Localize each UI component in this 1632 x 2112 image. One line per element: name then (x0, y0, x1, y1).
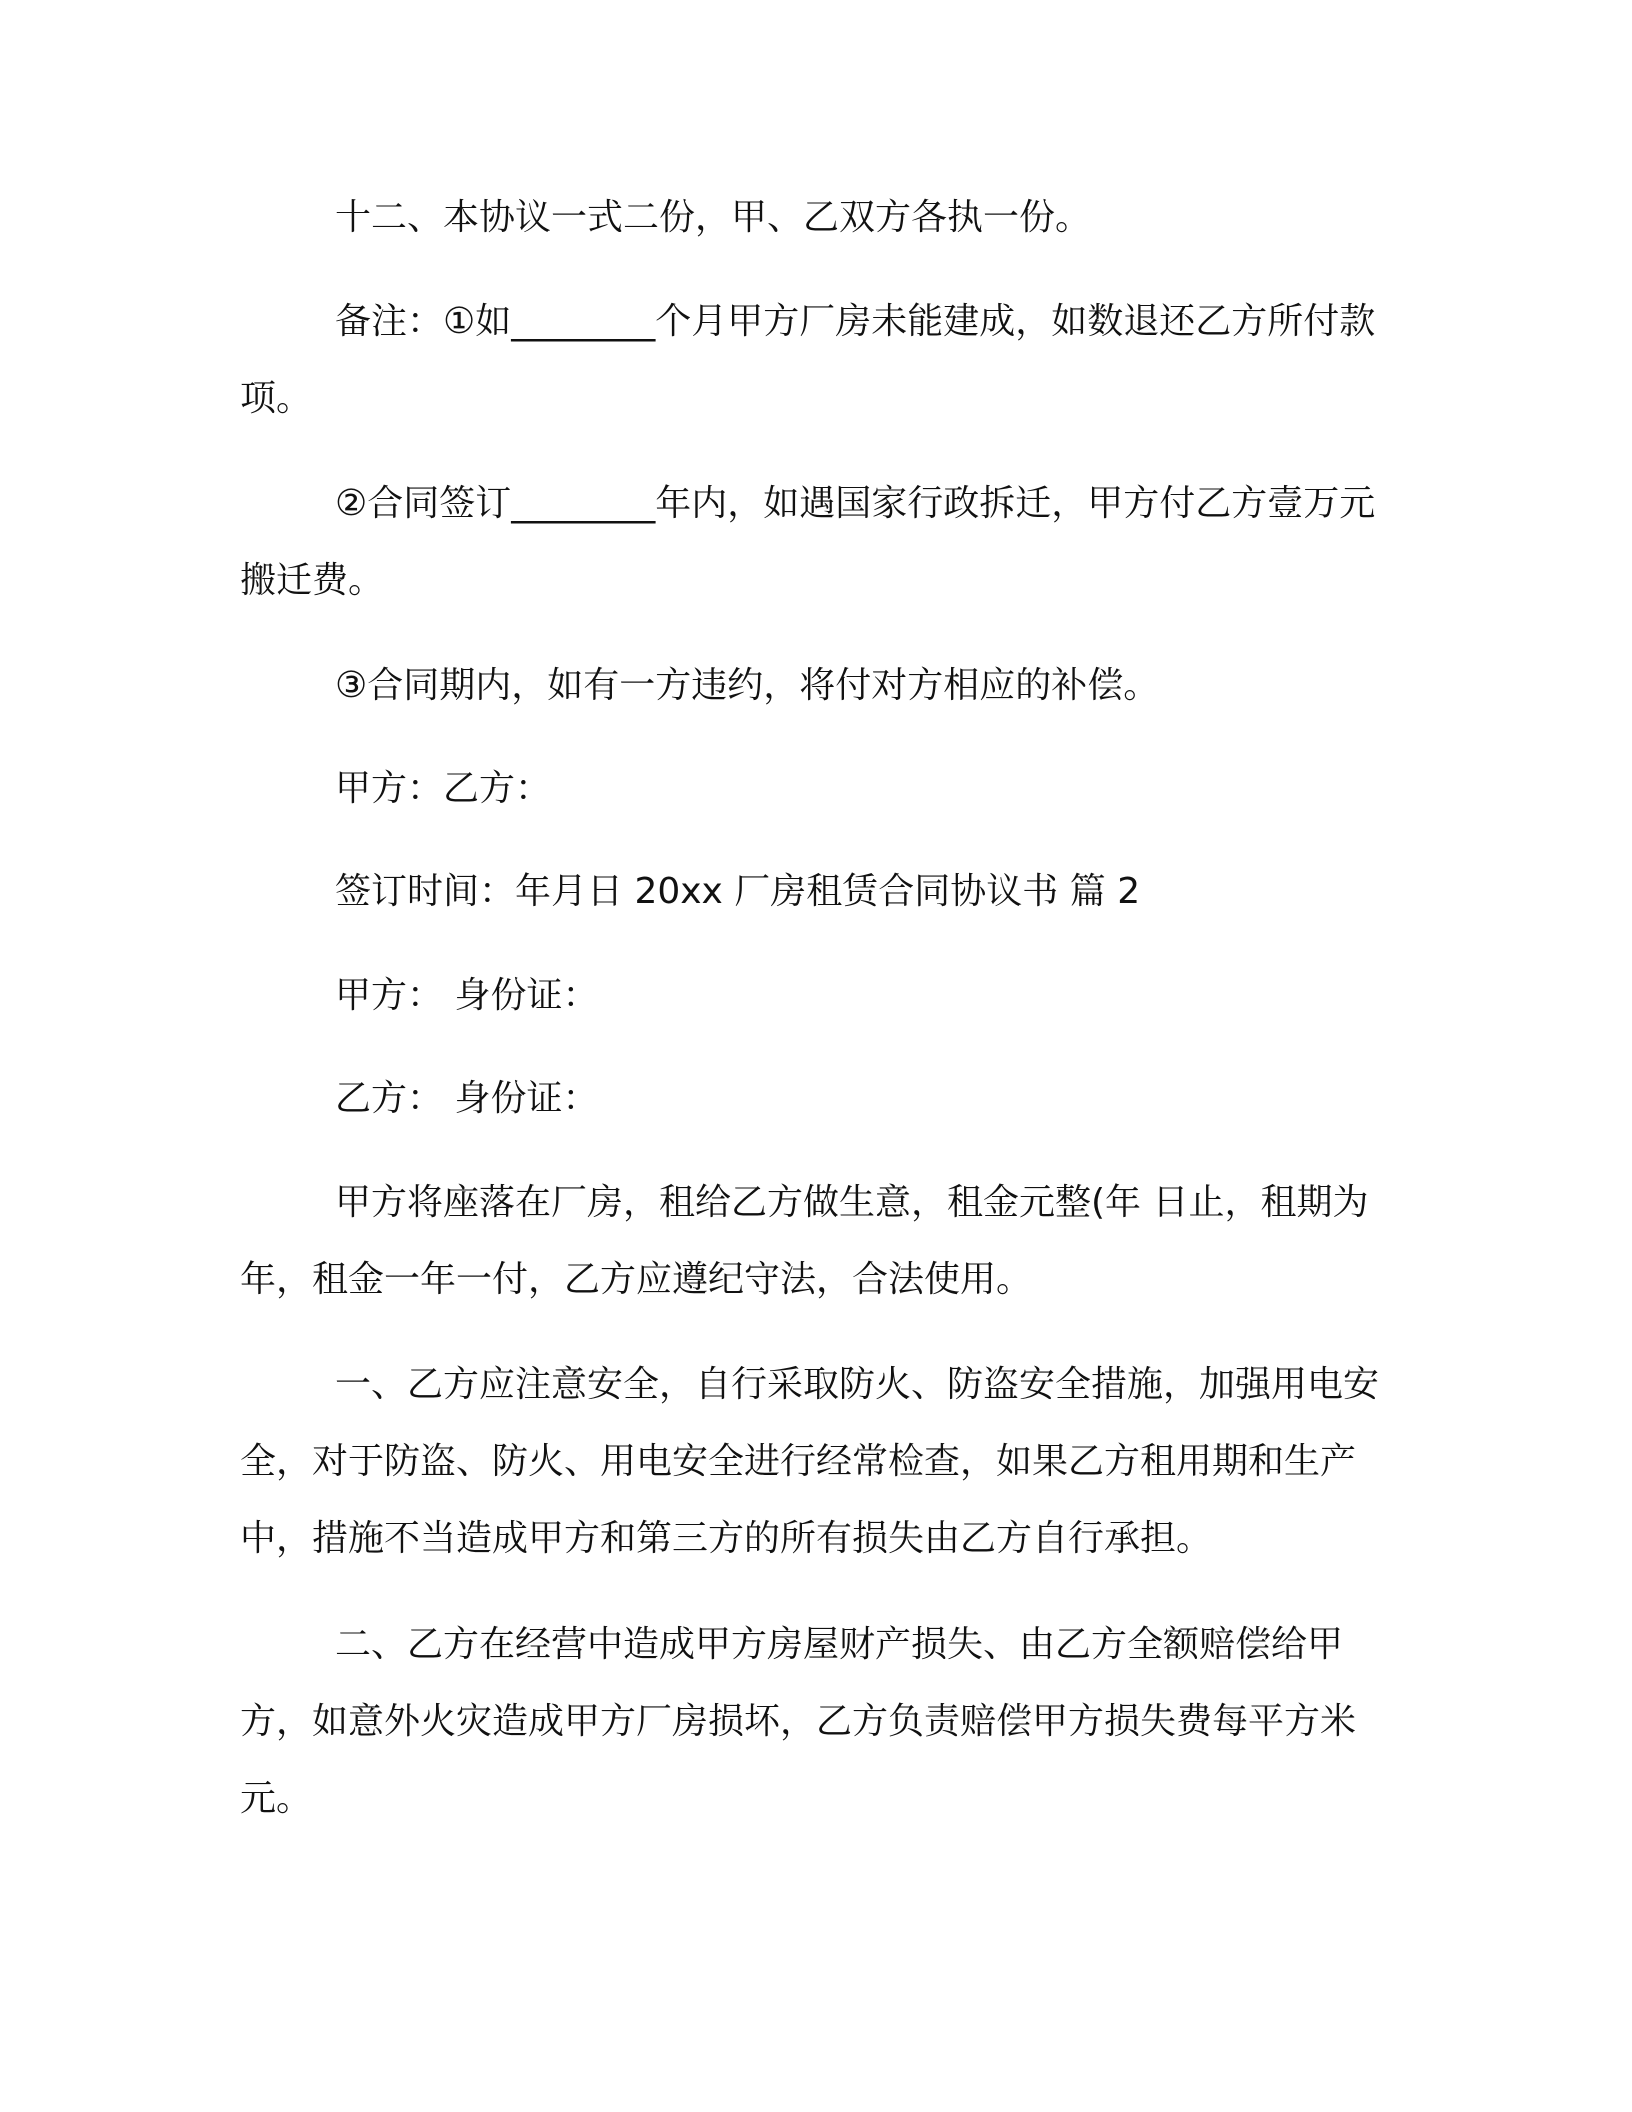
paragraph-parties: 甲方：乙方： (335, 768, 552, 809)
paragraph-note-2: ②合同签订________年内，如遇国家行政拆迁，甲方付乙方壹万元搬迁费。 (240, 483, 1376, 601)
paragraph-party-a-id: 甲方： 身份证： (335, 975, 599, 1016)
paragraph-lease-terms: 甲方将座落在厂房，租给乙方做生意，租金元整(年 日止，租期为年，租金一年一付，乙方应遵纪守法，合法使用。 (240, 1182, 1369, 1300)
paragraph-clause-2-damages: 二、乙方在经营中造成甲方房屋财产损失、由乙方全额赔偿给甲方，如意外火灾造成甲方厂房损坏，乙方负责赔偿甲方损失费每平方米 元。 (240, 1624, 1368, 1819)
paragraph-clause-12: 十二、本协议一式二份，甲、乙双方各执一份。 (335, 197, 1092, 238)
paragraph-signing-time: 签订时间：年月日 20xx 厂房租赁合同协议书 篇 2 (335, 871, 1141, 912)
paragraph-note-3: ③合同期内，如有一方违约，将付对方相应的补偿。 (335, 665, 1160, 706)
paragraph-clause-1-safety: 一、乙方应注意安全，自行采取防火、防盗安全措施，加强用电安全，对于防盗、防火、用电安全进行经常检查，如果乙方租用期和生产中，措施不当造成甲方和第三方的所有损失由乙方自行承担。 (240, 1364, 1380, 1559)
paragraph-party-b-id: 乙方： 身份证： (335, 1078, 599, 1119)
paragraph-note-1: 备注：①如________个月甲方厂房未能建成，如数退还乙方所付款项。 (240, 301, 1376, 419)
